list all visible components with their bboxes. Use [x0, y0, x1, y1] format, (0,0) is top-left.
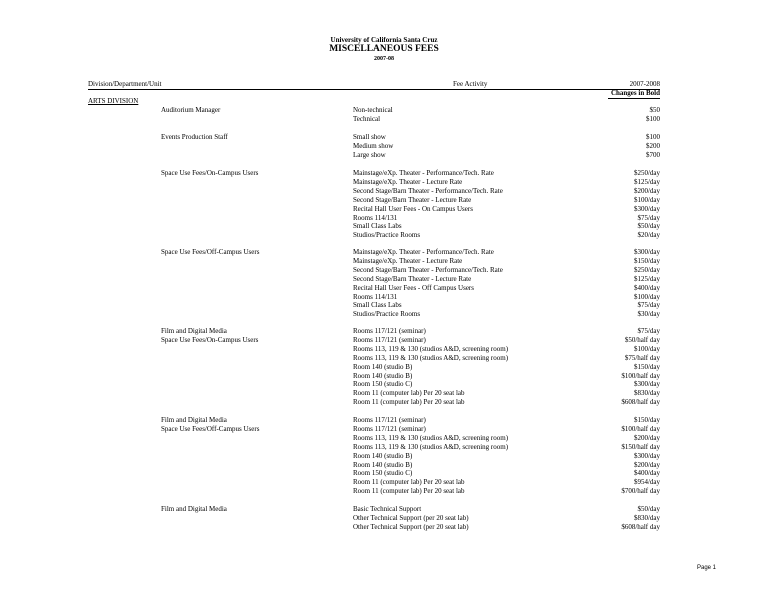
- fee-activity: Rooms 117/121 (seminar): [353, 327, 426, 335]
- fee-amount: $300/day: [633, 204, 660, 213]
- fee-amount: $100/day: [633, 195, 660, 204]
- fee-activity: Second Stage/Barn Theater - Performance/Tech. Rate: [353, 265, 503, 274]
- fee-activity: Rooms 113, 119 & 130 (studios A&D, screening room): [353, 344, 509, 353]
- fee-amount: $250/day: [633, 169, 660, 177]
- fee-activity: Small Class Labs: [353, 301, 402, 310]
- division-heading: ARTS DIVISION: [88, 97, 139, 105]
- fee-amount: $400/day: [633, 283, 660, 292]
- fee-activity: Technical: [353, 114, 381, 123]
- fee-amount: $100: [646, 114, 660, 123]
- fee-activity: Mainstage/eXp. Theater - Lecture Rate: [353, 177, 463, 186]
- fee-amount: $250/day: [633, 265, 660, 274]
- fee-activity: Rooms 114/131: [353, 213, 398, 222]
- fee-amount: $100/day: [633, 344, 660, 353]
- fee-activity: Room 140 (studio B): [353, 371, 413, 380]
- fee-activity: Mainstage/eXp. Theater - Lecture Rate: [353, 256, 463, 265]
- fee-amount: $125/day: [633, 274, 660, 283]
- fee-activity: Rooms 117/121 (seminar): [353, 335, 426, 344]
- fee-activity: Room 11 (computer lab) Per 20 seat lab: [353, 487, 465, 496]
- fee-amount: $100/half day: [621, 371, 660, 380]
- fee-activity: Second Stage/Barn Theater - Lecture Rate: [353, 195, 472, 204]
- fee-activity: Rooms 117/121 (seminar): [353, 424, 426, 433]
- fee-activity: Recital Hall User Fees - On Campus Users: [353, 204, 473, 213]
- column-header-year: 2007-2008: [629, 80, 660, 88]
- fee-activity: Room 150 (studio C): [353, 469, 413, 478]
- unit-name: Space Use Fees/Off-Campus Users: [161, 424, 260, 433]
- fee-amount: $400/day: [633, 469, 660, 478]
- fee-amount: $700: [646, 150, 660, 159]
- fee-amount: $100: [646, 133, 660, 141]
- fee-amount: $100/half day: [621, 424, 660, 433]
- fee-amount: $150/day: [633, 256, 660, 265]
- unit-name: Space Use Fees/Off-Campus Users: [161, 248, 260, 256]
- fee-activity: Other Technical Support (per 20 seat lab): [353, 522, 469, 531]
- fee-activity: Room 11 (computer lab) Per 20 seat lab: [353, 478, 465, 487]
- page-title: MISCELLANEOUS FEES: [329, 44, 439, 54]
- unit-name: Film and Digital Media: [161, 327, 227, 335]
- fee-amount: $20/day: [637, 231, 660, 240]
- fee-amount: $50/half day: [624, 335, 660, 344]
- unit-name: Film and Digital Media: [161, 505, 227, 513]
- fee-activity: Recital Hall User Fees - Off Campus Users: [353, 283, 474, 292]
- fee-activity: Mainstage/eXp. Theater - Performance/Tech. Rate: [353, 169, 494, 177]
- fee-activity: Second Stage/Barn Theater - Performance/Tech. Rate: [353, 186, 503, 195]
- fee-activity: Non-technical: [353, 106, 393, 114]
- fee-activity: Rooms 113, 119 & 130 (studios A&D, screening room): [353, 433, 509, 442]
- fee-amount: $50: [649, 106, 660, 114]
- fee-amount: $75/day: [637, 327, 660, 335]
- fiscal-year: 2007-08: [374, 56, 394, 62]
- fee-amount: $75/day: [637, 213, 660, 222]
- unit-name: Auditorium Manager: [161, 106, 221, 114]
- university-name: University of California Santa Cruz: [330, 36, 438, 44]
- column-header-unit: Division/Department/Unit: [88, 80, 162, 88]
- fee-activity: Room 11 (computer lab) Per 20 seat lab: [353, 389, 465, 398]
- fee-activity: Small Class Labs: [353, 222, 402, 231]
- fee-amount: $200/day: [633, 460, 660, 469]
- fee-activity: Room 140 (studio B): [353, 460, 413, 469]
- fee-activity: Medium show: [353, 141, 394, 150]
- fee-activity: Room 11 (computer lab) Per 20 seat lab: [353, 398, 465, 407]
- fee-amount: $100/day: [633, 292, 660, 301]
- fee-activity: Room 140 (studio B): [353, 451, 413, 460]
- fee-amount: $830/day: [633, 513, 660, 522]
- changes-underline: [608, 98, 660, 99]
- unit-name: Space Use Fees/On-Campus Users: [161, 169, 259, 177]
- fee-amount: $608/half day: [621, 522, 660, 531]
- fee-activity: Room 150 (studio C): [353, 380, 413, 389]
- fee-activity: Mainstage/eXp. Theater - Performance/Tech. Rate: [353, 248, 494, 256]
- fee-amount: $200: [646, 141, 660, 150]
- fee-activity: Rooms 114/131: [353, 292, 398, 301]
- fee-amount: $700/half day: [621, 487, 660, 496]
- fee-amount: $125/day: [633, 177, 660, 186]
- fee-amount: $200/day: [633, 186, 660, 195]
- fee-amount: $954/day: [633, 478, 660, 487]
- fee-activity: Second Stage/Barn Theater - Lecture Rate: [353, 274, 472, 283]
- fee-amount: $300/day: [633, 380, 660, 389]
- fee-activity: Other Technical Support (per 20 seat lab): [353, 513, 469, 522]
- fee-activity: Large show: [353, 150, 386, 159]
- fee-amount: $608/half day: [621, 398, 660, 407]
- fee-amount: $50/day: [637, 222, 660, 231]
- fee-amount: $830/day: [633, 389, 660, 398]
- column-header-activity: Fee Activity: [453, 80, 488, 88]
- fee-amount: $30/day: [637, 310, 660, 319]
- fee-activity: Small show: [353, 133, 386, 141]
- fee-amount: $150/day: [633, 362, 660, 371]
- fee-amount: $150/day: [633, 416, 660, 424]
- fee-activity: Rooms 113, 119 & 130 (studios A&D, screening room): [353, 353, 509, 362]
- fee-amount: $300/day: [633, 248, 660, 256]
- fee-activity: Studios/Practice Rooms: [353, 310, 421, 319]
- page-number: Page 1: [697, 565, 717, 571]
- fee-amount: $150/half day: [621, 442, 660, 451]
- fee-amount: $200/day: [633, 433, 660, 442]
- column-header-changes: Changes in Bold: [610, 89, 660, 97]
- fee-activity: Rooms 113, 119 & 130 (studios A&D, screening room): [353, 442, 509, 451]
- fee-amount: $75/half day: [624, 353, 660, 362]
- fee-amount: $50/day: [637, 505, 660, 513]
- unit-name: Space Use Fees/On-Campus Users: [161, 335, 259, 344]
- fee-amount: $75/day: [637, 301, 660, 310]
- fee-activity: Rooms 117/121 (seminar): [353, 416, 426, 424]
- unit-name: Film and Digital Media: [161, 416, 227, 424]
- fee-amount: $300/day: [633, 451, 660, 460]
- fee-activity: Room 140 (studio B): [353, 362, 413, 371]
- fee-activity: Basic Technical Support: [353, 505, 422, 513]
- unit-name: Events Production Staff: [161, 133, 228, 141]
- fee-activity: Studios/Practice Rooms: [353, 231, 421, 240]
